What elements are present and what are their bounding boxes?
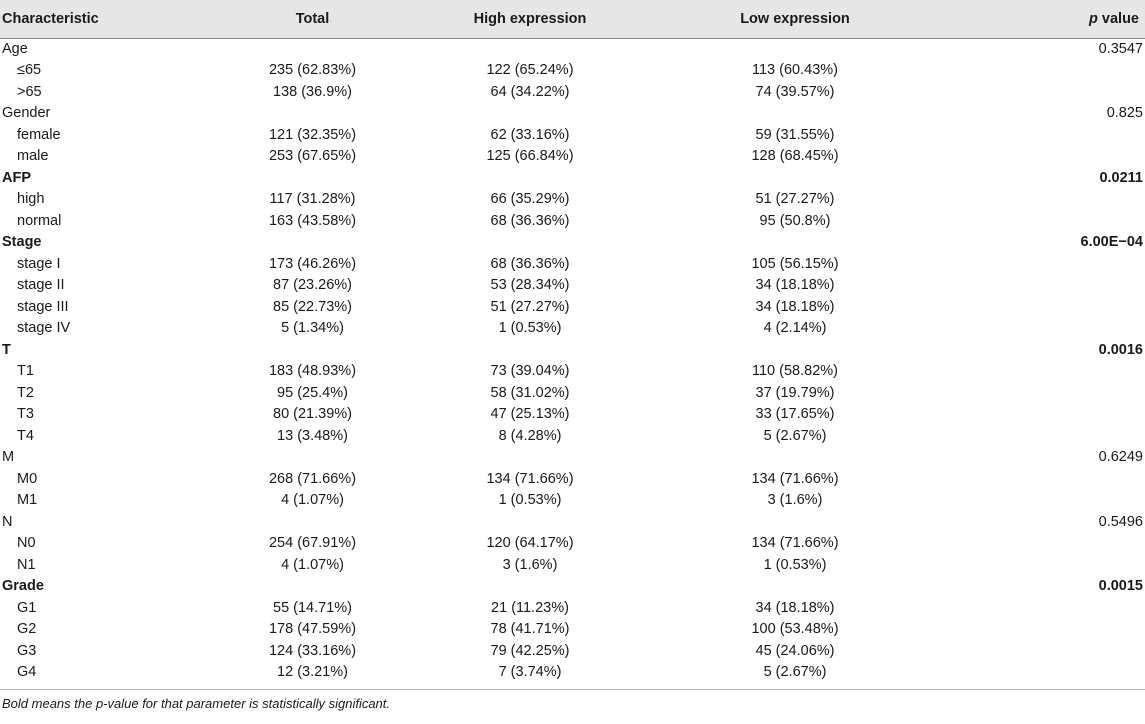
cell-p-value — [940, 555, 1145, 577]
cell-low-expression — [650, 232, 940, 254]
cell-p-value — [940, 361, 1145, 383]
cell-high-expression — [410, 512, 650, 534]
cell-p-value — [940, 125, 1145, 147]
cell-p-value: 0.3547 — [1098, 40, 1143, 57]
cell-high-expression — [410, 340, 650, 362]
cell-high-expression — [410, 168, 650, 190]
cell-characteristic: Grade — [2, 578, 44, 594]
table-row — [0, 619, 1145, 641]
cell-p-value: 0.5496 — [1098, 513, 1143, 530]
header-characteristic: Characteristic — [0, 0, 215, 38]
cell-low-expression: 134 (71.66%) — [751, 535, 839, 551]
cell-characteristic: stage I — [17, 255, 61, 272]
cell-low-expression: 5 (2.67%) — [763, 427, 827, 444]
cell-low-expression: 51 (27.27%) — [755, 191, 835, 207]
cell-total: 121 (32.35%) — [268, 126, 357, 143]
cell-low-expression: 95 (50.8%) — [759, 212, 831, 229]
cell-p-value — [940, 82, 1145, 104]
cell-p-value: 0.0211 — [1099, 169, 1143, 186]
header-p-letter: p — [1089, 10, 1098, 27]
cell-p-value — [940, 189, 1145, 211]
cell-low-expression: 128 (68.45%) — [751, 148, 839, 164]
table-group-row — [0, 447, 1145, 469]
table-row — [0, 254, 1145, 276]
cell-total: 87 (23.26%) — [273, 277, 352, 293]
cell-high-expression: 1 (0.53%) — [498, 492, 562, 508]
cell-p-value — [940, 60, 1145, 82]
cell-high-expression: 120 (64.17%) — [486, 535, 574, 551]
cell-high-expression — [410, 576, 650, 598]
table-footnote: Bold means the p-value for that parameter is statistically significant. — [2, 695, 391, 711]
table-row — [0, 275, 1145, 297]
cell-p-value: 0.0015 — [1098, 578, 1143, 594]
cell-low-expression: 5 (2.67%) — [763, 664, 827, 680]
header-high-expression: High expression — [410, 0, 650, 38]
cell-high-expression — [410, 103, 650, 125]
cell-total: 173 (46.26%) — [268, 255, 357, 272]
cell-characteristic: stage II — [17, 277, 65, 293]
cell-low-expression: 100 (53.48%) — [751, 621, 839, 637]
cell-high-expression: 68 (36.36%) — [490, 212, 570, 229]
cell-high-expression: 8 (4.28%) — [498, 427, 562, 444]
cell-low-expression: 3 (1.6%) — [767, 492, 823, 508]
table-row — [0, 641, 1145, 663]
cell-characteristic: normal — [17, 212, 62, 229]
cell-p-value: 0.6249 — [1098, 449, 1143, 465]
cell-low-expression: 37 (19.79%) — [755, 384, 835, 401]
cell-characteristic: N0 — [17, 535, 36, 551]
cell-high-expression: 62 (33.16%) — [490, 126, 570, 143]
table-row — [0, 189, 1145, 211]
cell-high-expression: 122 (65.24%) — [486, 62, 574, 78]
cell-low-expression: 74 (39.57%) — [755, 83, 835, 100]
cell-low-expression: 34 (18.18%) — [755, 277, 835, 293]
cell-high-expression — [410, 447, 650, 469]
table-row — [0, 297, 1145, 319]
cell-high-expression: 79 (42.25%) — [490, 642, 570, 659]
table-row — [0, 533, 1145, 555]
table-group-row — [0, 340, 1145, 362]
cell-high-expression: 58 (31.02%) — [490, 384, 570, 401]
cell-low-expression: 45 (24.06%) — [755, 642, 835, 659]
cell-total: 80 (21.39%) — [273, 406, 352, 422]
table-row — [0, 598, 1145, 620]
table-row — [0, 404, 1145, 426]
table-row — [0, 383, 1145, 405]
cell-characteristic: Gender — [2, 105, 51, 121]
cell-total: 55 (14.71%) — [273, 599, 352, 616]
cell-total — [215, 103, 410, 125]
cell-characteristic: M0 — [17, 470, 38, 487]
cell-p-value: 6.00E−04 — [1080, 234, 1143, 250]
cell-p-value — [940, 297, 1145, 319]
cell-total: 4 (1.07%) — [281, 492, 344, 508]
cell-total: 12 (3.21%) — [277, 664, 348, 680]
table-row — [0, 426, 1145, 448]
cell-p-value — [940, 211, 1145, 233]
cell-total — [215, 576, 410, 598]
header-low-expression: Low expression — [650, 0, 940, 38]
cell-p-value — [940, 383, 1145, 405]
cell-total: 268 (71.66%) — [268, 470, 357, 487]
header-total: Total — [215, 0, 410, 38]
cell-p-value — [940, 662, 1145, 684]
cell-low-expression: 105 (56.15%) — [751, 255, 839, 272]
cell-high-expression: 78 (41.71%) — [490, 621, 570, 637]
cell-characteristic: stage IV — [17, 320, 71, 336]
cell-low-expression: 1 (0.53%) — [763, 556, 827, 573]
cell-low-expression — [650, 103, 940, 125]
cell-characteristic: T4 — [17, 427, 34, 444]
cell-characteristic: N — [2, 513, 13, 530]
cell-high-expression: 53 (28.34%) — [490, 277, 570, 293]
cell-characteristic: G4 — [17, 664, 37, 680]
cell-high-expression: 3 (1.6%) — [502, 556, 558, 573]
table-row — [0, 662, 1145, 684]
table-group-row — [0, 168, 1145, 190]
cell-total: 4 (1.07%) — [281, 556, 344, 573]
cell-low-expression — [650, 340, 940, 362]
cell-low-expression: 34 (18.18%) — [755, 599, 835, 616]
cell-p-value — [940, 146, 1145, 168]
cell-low-expression: 134 (71.66%) — [751, 470, 839, 487]
cell-total — [215, 447, 410, 469]
cell-low-expression — [650, 512, 940, 534]
cell-high-expression: 66 (35.29%) — [490, 191, 570, 207]
cell-total: 95 (25.4%) — [277, 384, 348, 401]
cell-total — [215, 340, 410, 362]
cell-low-expression — [650, 576, 940, 598]
cell-characteristic: Age — [2, 40, 28, 57]
cell-characteristic: stage III — [17, 298, 69, 315]
header-p-suffix: value — [1097, 10, 1139, 27]
table-row — [0, 555, 1145, 577]
cell-characteristic: ≤65 — [17, 62, 42, 78]
cell-total: 85 (22.73%) — [273, 298, 352, 315]
cell-characteristic: M — [2, 449, 15, 465]
cell-low-expression: 110 (58.82%) — [752, 363, 838, 379]
cell-characteristic: >65 — [17, 83, 42, 100]
cell-high-expression: 125 (66.84%) — [486, 148, 574, 164]
cell-high-expression: 73 (39.04%) — [490, 363, 570, 379]
cell-low-expression: 4 (2.14%) — [763, 320, 827, 336]
cell-total: 117 (31.28%) — [269, 191, 356, 207]
cell-high-expression: 68 (36.36%) — [490, 255, 570, 272]
cell-p-value — [940, 275, 1145, 297]
cell-total: 124 (33.16%) — [268, 642, 357, 659]
cell-total: 183 (48.93%) — [268, 363, 357, 379]
table-row — [0, 146, 1145, 168]
cell-p-value: 0.0016 — [1098, 341, 1143, 358]
cell-characteristic: T — [2, 341, 11, 358]
cell-characteristic: T2 — [17, 384, 34, 401]
cell-characteristic: G1 — [17, 599, 37, 616]
cell-characteristic: high — [17, 191, 45, 207]
cell-high-expression: 64 (34.22%) — [490, 83, 570, 100]
table-group-row — [0, 232, 1145, 254]
cell-p-value — [940, 404, 1145, 426]
table-body — [0, 38, 1145, 684]
cell-total: 138 (36.9%) — [273, 83, 352, 100]
table-row — [0, 82, 1145, 104]
cell-p-value: 0.825 — [1106, 105, 1143, 121]
cell-characteristic: T3 — [17, 406, 34, 422]
cell-total — [215, 38, 410, 60]
header-p-value — [940, 0, 1145, 38]
table-row — [0, 469, 1145, 491]
table-header — [0, 0, 1145, 38]
cell-total: 178 (47.59%) — [268, 621, 357, 637]
cell-low-expression — [650, 38, 940, 60]
cell-p-value — [940, 598, 1145, 620]
cell-high-expression — [410, 38, 650, 60]
cell-p-value — [940, 254, 1145, 276]
cell-total: 253 (67.65%) — [268, 148, 357, 164]
cell-p-value — [940, 533, 1145, 555]
table-group-row — [0, 38, 1145, 60]
table-row — [0, 490, 1145, 512]
cell-high-expression: 47 (25.13%) — [490, 406, 570, 422]
cell-total — [215, 512, 410, 534]
table-row — [0, 60, 1145, 82]
cell-characteristic: male — [17, 148, 49, 164]
header-row — [0, 0, 1145, 38]
cell-p-value — [940, 318, 1145, 340]
cell-p-value — [940, 469, 1145, 491]
cell-high-expression: 51 (27.27%) — [490, 298, 570, 315]
cell-high-expression: 7 (3.74%) — [498, 664, 562, 680]
cell-p-value — [940, 641, 1145, 663]
cell-p-value — [940, 490, 1145, 512]
cell-total — [215, 168, 410, 190]
cell-high-expression: 21 (11.23%) — [491, 599, 569, 616]
cell-characteristic: N1 — [17, 556, 36, 573]
cell-characteristic: G3 — [17, 642, 37, 659]
cell-total: 13 (3.48%) — [277, 427, 348, 444]
cell-total: 254 (67.91%) — [268, 535, 357, 551]
cell-p-value — [940, 426, 1145, 448]
cell-low-expression: 113 (60.43%) — [752, 62, 838, 78]
cell-total: 163 (43.58%) — [268, 212, 357, 229]
cell-high-expression: 1 (0.53%) — [498, 320, 562, 336]
cell-low-expression — [650, 168, 940, 190]
cell-low-expression — [650, 447, 940, 469]
cell-high-expression: 134 (71.66%) — [486, 470, 574, 487]
cell-total: 5 (1.34%) — [281, 320, 344, 336]
table-group-row — [0, 512, 1145, 534]
cell-characteristic: Stage — [2, 234, 42, 250]
table-group-row — [0, 103, 1145, 125]
table-row — [0, 211, 1145, 233]
cell-p-value — [940, 619, 1145, 641]
cell-characteristic: M1 — [17, 492, 38, 508]
cell-characteristic: G2 — [17, 621, 37, 637]
cell-high-expression — [410, 232, 650, 254]
cell-characteristic: female — [17, 126, 61, 143]
table-row — [0, 318, 1145, 340]
table-row — [0, 125, 1145, 147]
cell-low-expression: 33 (17.65%) — [755, 406, 835, 422]
cell-characteristic: AFP — [2, 169, 31, 186]
cell-total — [215, 232, 410, 254]
table-group-row — [0, 576, 1145, 598]
cell-total: 235 (62.83%) — [268, 62, 357, 78]
table-row — [0, 361, 1145, 383]
cell-low-expression: 59 (31.55%) — [755, 126, 835, 143]
cell-characteristic: T1 — [17, 363, 34, 379]
cell-low-expression: 34 (18.18%) — [755, 298, 835, 315]
